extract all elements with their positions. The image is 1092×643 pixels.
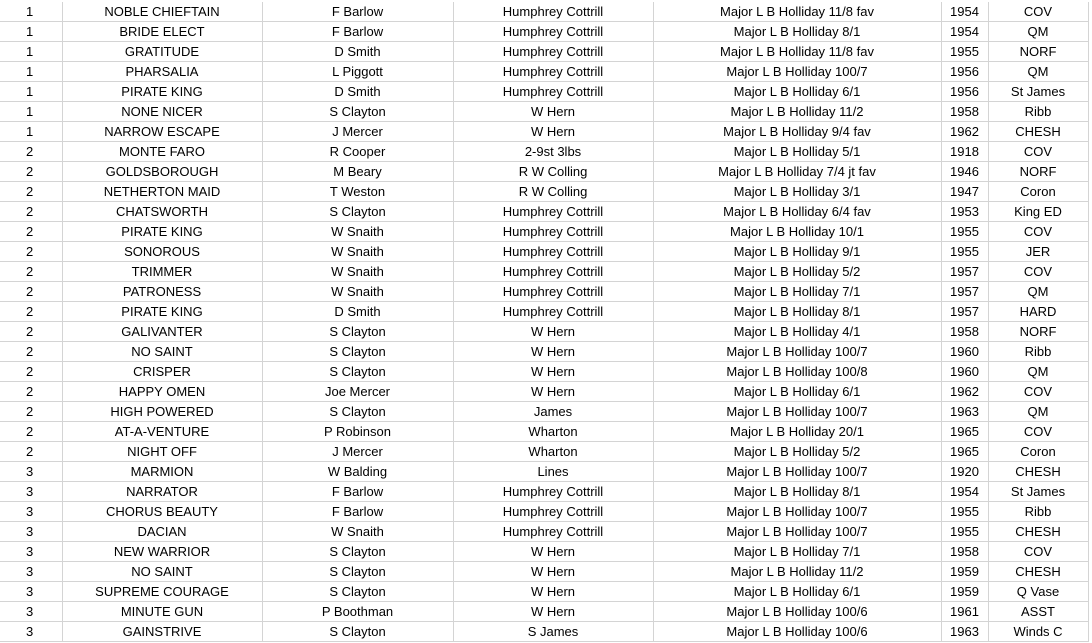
cell-trainer[interactable]: 2-9st 3lbs [453,142,653,162]
cell-race[interactable]: King ED [988,202,1088,222]
cell-race[interactable]: Q Vase [988,582,1088,602]
cell-place[interactable]: 2 [0,402,62,422]
cell-year[interactable]: 1959 [941,562,988,582]
table-row [0,262,1088,282]
cell-owner-odds[interactable]: Major L B Holliday 11/8 fav [653,2,941,22]
cell-trainer[interactable]: Humphrey Cottrill [453,222,653,242]
cell-year[interactable]: 1956 [941,62,988,82]
cell-race[interactable]: CHESH [988,562,1088,582]
cell-horse[interactable]: MONTE FARO [62,142,262,162]
cell-owner-odds[interactable]: Major L B Holliday 5/1 [653,142,941,162]
cell-race[interactable]: St James [988,82,1088,102]
cell-jockey[interactable]: S Clayton [262,582,453,602]
table-row [0,622,1088,642]
cell-place[interactable]: 2 [0,162,62,182]
cell-owner-odds[interactable]: Major L B Holliday 100/7 [653,62,941,82]
cell-year[interactable]: 1956 [941,82,988,102]
cell-jockey[interactable]: Joe Mercer [262,382,453,402]
spreadsheet-grid [0,2,1089,642]
cell-trainer[interactable]: Humphrey Cottrill [453,242,653,262]
cell-year[interactable]: 1963 [941,622,988,642]
cell-owner-odds[interactable]: Major L B Holliday 100/6 [653,602,941,622]
cell-jockey[interactable]: W Balding [262,462,453,482]
table-row [0,62,1088,82]
cell-horse[interactable]: GAINSTRIVE [62,622,262,642]
cell-year[interactable]: 1963 [941,402,988,422]
cell-year[interactable]: 1955 [941,242,988,262]
cell-jockey[interactable]: F Barlow [262,2,453,22]
cell-place[interactable]: 1 [0,102,62,122]
cell-race[interactable]: NORF [988,162,1088,182]
cell-owner-odds[interactable]: Major L B Holliday 6/4 fav [653,202,941,222]
table-row [0,442,1088,462]
cell-horse[interactable]: CHORUS BEAUTY [62,502,262,522]
cell-trainer[interactable]: Humphrey Cottrill [453,2,653,22]
cell-race[interactable]: CHESH [988,522,1088,542]
cell-race[interactable]: COV [988,222,1088,242]
cell-trainer[interactable]: Humphrey Cottrill [453,302,653,322]
cell-horse[interactable]: NEW WARRIOR [62,542,262,562]
cell-trainer[interactable]: W Hern [453,582,653,602]
cell-jockey[interactable]: P Robinson [262,422,453,442]
cell-race[interactable]: COV [988,382,1088,402]
cell-owner-odds[interactable]: Major L B Holliday 100/7 [653,522,941,542]
cell-year[interactable]: 1955 [941,42,988,62]
cell-horse[interactable]: SONOROUS [62,242,262,262]
table-row [0,582,1088,602]
cell-race[interactable]: CHESH [988,462,1088,482]
cell-jockey[interactable]: S Clayton [262,562,453,582]
cell-place[interactable]: 2 [0,362,62,382]
cell-race[interactable]: QM [988,362,1088,382]
cell-place[interactable]: 3 [0,502,62,522]
cell-race[interactable]: Winds C [988,622,1088,642]
table-row [0,602,1088,622]
cell-trainer[interactable]: R W Colling [453,162,653,182]
table-row [0,222,1088,242]
cell-owner-odds[interactable]: Major L B Holliday 11/2 [653,562,941,582]
cell-place[interactable]: 3 [0,602,62,622]
cell-race[interactable]: QM [988,282,1088,302]
cell-trainer[interactable]: Humphrey Cottrill [453,282,653,302]
cell-trainer[interactable]: W Hern [453,542,653,562]
cell-place[interactable]: 1 [0,2,62,22]
cell-place[interactable]: 1 [0,62,62,82]
cell-year[interactable]: 1954 [941,2,988,22]
cell-place[interactable]: 1 [0,82,62,102]
cell-owner-odds[interactable]: Major L B Holliday 6/1 [653,382,941,402]
cell-owner-odds[interactable]: Major L B Holliday 100/8 [653,362,941,382]
cell-place[interactable]: 2 [0,302,62,322]
table-row [0,82,1088,102]
table-row [0,342,1088,362]
cell-place[interactable]: 3 [0,522,62,542]
cell-race[interactable]: COV [988,262,1088,282]
cell-year[interactable]: 1946 [941,162,988,182]
cell-horse[interactable]: GOLDSBOROUGH [62,162,262,182]
cell-race[interactable]: Coron [988,442,1088,462]
cell-trainer[interactable]: Wharton [453,442,653,462]
cell-trainer[interactable]: Humphrey Cottrill [453,202,653,222]
cell-owner-odds[interactable]: Major L B Holliday 7/1 [653,542,941,562]
cell-owner-odds[interactable]: Major L B Holliday 100/7 [653,342,941,362]
cell-horse[interactable]: MINUTE GUN [62,602,262,622]
cell-trainer[interactable]: W Hern [453,122,653,142]
table-row [0,362,1088,382]
cell-trainer[interactable]: Humphrey Cottrill [453,42,653,62]
cell-jockey[interactable]: R Cooper [262,142,453,162]
table-row [0,562,1088,582]
cell-horse[interactable]: SUPREME COURAGE [62,582,262,602]
cell-place[interactable]: 2 [0,342,62,362]
cell-horse[interactable]: GRATITUDE [62,42,262,62]
grid-body [0,2,1088,642]
cell-race[interactable]: COV [988,142,1088,162]
cell-race[interactable]: Ribb [988,102,1088,122]
table-row [0,182,1088,202]
cell-year[interactable]: 1955 [941,502,988,522]
cell-owner-odds[interactable]: Major L B Holliday 7/4 jt fav [653,162,941,182]
cell-horse[interactable]: NO SAINT [62,342,262,362]
table-row [0,382,1088,402]
cell-race[interactable]: COV [988,2,1088,22]
cell-race[interactable]: St James [988,482,1088,502]
cell-race[interactable]: Coron [988,182,1088,202]
cell-place[interactable]: 1 [0,122,62,142]
cell-place[interactable]: 3 [0,622,62,642]
cell-horse[interactable]: GALIVANTER [62,322,262,342]
cell-jockey[interactable]: S Clayton [262,622,453,642]
cell-year[interactable]: 1957 [941,302,988,322]
cell-year[interactable]: 1957 [941,262,988,282]
cell-trainer[interactable]: Humphrey Cottrill [453,482,653,502]
cell-horse[interactable]: NETHERTON MAID [62,182,262,202]
table-row [0,282,1088,302]
cell-owner-odds[interactable]: Major L B Holliday 100/7 [653,462,941,482]
cell-place[interactable]: 2 [0,322,62,342]
cell-owner-odds[interactable]: Major L B Holliday 11/8 fav [653,42,941,62]
cell-horse[interactable]: PATRONESS [62,282,262,302]
cell-place[interactable]: 2 [0,262,62,282]
cell-race[interactable]: Ribb [988,502,1088,522]
cell-place[interactable]: 2 [0,422,62,442]
cell-race[interactable]: Ribb [988,342,1088,362]
table-row [0,142,1088,162]
cell-horse[interactable]: HIGH POWERED [62,402,262,422]
cell-owner-odds[interactable]: Major L B Holliday 4/1 [653,322,941,342]
cell-race[interactable]: COV [988,422,1088,442]
cell-race[interactable]: COV [988,542,1088,562]
cell-trainer[interactable]: Humphrey Cottrill [453,82,653,102]
cell-race[interactable]: NORF [988,322,1088,342]
cell-owner-odds[interactable]: Major L B Holliday 6/1 [653,582,941,602]
cell-horse[interactable]: NIGHT OFF [62,442,262,462]
cell-owner-odds[interactable]: Major L B Holliday 8/1 [653,22,941,42]
table-row [0,462,1088,482]
cell-owner-odds[interactable]: Major L B Holliday 100/7 [653,402,941,422]
cell-year[interactable]: 1958 [941,542,988,562]
cell-year[interactable]: 1953 [941,202,988,222]
cell-place[interactable]: 3 [0,462,62,482]
cell-horse[interactable]: HAPPY OMEN [62,382,262,402]
cell-trainer[interactable]: Humphrey Cottrill [453,502,653,522]
cell-jockey[interactable]: S Clayton [262,322,453,342]
cell-place[interactable]: 3 [0,582,62,602]
cell-horse[interactable]: NONE NICER [62,102,262,122]
cell-place[interactable]: 2 [0,442,62,462]
cell-trainer[interactable]: Wharton [453,422,653,442]
cell-year[interactable]: 1965 [941,442,988,462]
cell-owner-odds[interactable]: Major L B Holliday 5/2 [653,262,941,282]
table-row [0,402,1088,422]
cell-owner-odds[interactable]: Major L B Holliday 8/1 [653,302,941,322]
cell-horse[interactable]: MARMION [62,462,262,482]
cell-owner-odds[interactable]: Major L B Holliday 6/1 [653,82,941,102]
cell-jockey[interactable]: S Clayton [262,402,453,422]
table-row [0,22,1088,42]
cell-jockey[interactable]: S Clayton [262,102,453,122]
cell-owner-odds[interactable]: Major L B Holliday 100/6 [653,622,941,642]
cell-year[interactable]: 1918 [941,142,988,162]
cell-trainer[interactable]: R W Colling [453,182,653,202]
cell-place[interactable]: 1 [0,22,62,42]
cell-owner-odds[interactable]: Major L B Holliday 9/1 [653,242,941,262]
cell-horse[interactable]: PIRATE KING [62,222,262,242]
cell-horse[interactable]: AT-A-VENTURE [62,422,262,442]
cell-jockey[interactable]: W Snaith [262,282,453,302]
cell-jockey[interactable]: D Smith [262,42,453,62]
cell-trainer[interactable]: S James [453,622,653,642]
cell-year[interactable]: 1965 [941,422,988,442]
cell-jockey[interactable]: S Clayton [262,542,453,562]
cell-year[interactable]: 1960 [941,342,988,362]
cell-place[interactable]: 2 [0,222,62,242]
cell-jockey[interactable]: M Beary [262,162,453,182]
cell-trainer[interactable]: W Hern [453,362,653,382]
cell-trainer[interactable]: Humphrey Cottrill [453,22,653,42]
cell-place[interactable]: 2 [0,382,62,402]
cell-year[interactable]: 1954 [941,22,988,42]
table-row [0,422,1088,442]
cell-year[interactable]: 1959 [941,582,988,602]
cell-place[interactable]: 2 [0,182,62,202]
cell-owner-odds[interactable]: Major L B Holliday 7/1 [653,282,941,302]
cell-horse[interactable]: PIRATE KING [62,302,262,322]
cell-horse[interactable]: PHARSALIA [62,62,262,82]
table-row [0,42,1088,62]
cell-jockey[interactable]: F Barlow [262,482,453,502]
cell-owner-odds[interactable]: Major L B Holliday 10/1 [653,222,941,242]
cell-place[interactable]: 2 [0,142,62,162]
cell-horse[interactable]: TRIMMER [62,262,262,282]
cell-trainer[interactable]: W Hern [453,602,653,622]
table-row [0,502,1088,522]
cell-race[interactable]: ASST [988,602,1088,622]
cell-trainer[interactable]: Humphrey Cottrill [453,522,653,542]
cell-owner-odds[interactable]: Major L B Holliday 3/1 [653,182,941,202]
cell-jockey[interactable]: D Smith [262,302,453,322]
cell-jockey[interactable]: J Mercer [262,122,453,142]
cell-trainer[interactable]: W Hern [453,342,653,362]
cell-trainer[interactable]: Humphrey Cottrill [453,262,653,282]
table-row [0,202,1088,222]
table-row [0,522,1088,542]
cell-jockey[interactable]: F Barlow [262,22,453,42]
cell-jockey[interactable]: F Barlow [262,502,453,522]
cell-jockey[interactable]: W Snaith [262,262,453,282]
cell-horse[interactable]: PIRATE KING [62,82,262,102]
cell-place[interactable]: 2 [0,242,62,262]
cell-jockey[interactable]: W Snaith [262,242,453,262]
cell-year[interactable]: 1920 [941,462,988,482]
cell-owner-odds[interactable]: Major L B Holliday 8/1 [653,482,941,502]
cell-owner-odds[interactable]: Major L B Holliday 20/1 [653,422,941,442]
cell-race[interactable]: QM [988,22,1088,42]
cell-race[interactable]: CHESH [988,122,1088,142]
cell-race[interactable]: HARD [988,302,1088,322]
cell-trainer[interactable]: W Hern [453,382,653,402]
cell-race[interactable]: QM [988,402,1088,422]
cell-trainer[interactable]: W Hern [453,102,653,122]
cell-jockey[interactable]: S Clayton [262,362,453,382]
cell-horse[interactable]: CHATSWORTH [62,202,262,222]
cell-horse[interactable]: BRIDE ELECT [62,22,262,42]
cell-race[interactable]: NORF [988,42,1088,62]
cell-trainer[interactable]: W Hern [453,322,653,342]
cell-owner-odds[interactable]: Major L B Holliday 100/7 [653,502,941,522]
cell-year[interactable]: 1962 [941,382,988,402]
cell-trainer[interactable]: W Hern [453,562,653,582]
cell-trainer[interactable]: Lines [453,462,653,482]
cell-owner-odds[interactable]: Major L B Holliday 9/4 fav [653,122,941,142]
cell-horse[interactable]: DACIAN [62,522,262,542]
cell-year[interactable]: 1960 [941,362,988,382]
cell-horse[interactable]: NO SAINT [62,562,262,582]
cell-year[interactable]: 1958 [941,322,988,342]
cell-horse[interactable]: NOBLE CHIEFTAIN [62,2,262,22]
cell-place[interactable]: 3 [0,542,62,562]
cell-year[interactable]: 1957 [941,282,988,302]
cell-year[interactable]: 1961 [941,602,988,622]
cell-place[interactable]: 1 [0,42,62,62]
cell-jockey[interactable]: W Snaith [262,522,453,542]
table-row [0,322,1088,342]
cell-jockey[interactable]: P Boothman [262,602,453,622]
cell-place[interactable]: 2 [0,282,62,302]
table-row [0,162,1088,182]
cell-jockey[interactable]: S Clayton [262,202,453,222]
cell-place[interactable]: 3 [0,562,62,582]
cell-jockey[interactable]: S Clayton [262,342,453,362]
cell-owner-odds[interactable]: Major L B Holliday 5/2 [653,442,941,462]
table-row [0,542,1088,562]
cell-place[interactable]: 2 [0,202,62,222]
table-row [0,122,1088,142]
cell-jockey[interactable]: J Mercer [262,442,453,462]
cell-horse[interactable]: CRISPER [62,362,262,382]
cell-horse[interactable]: NARROW ESCAPE [62,122,262,142]
table-row [0,2,1088,22]
cell-year[interactable]: 1947 [941,182,988,202]
cell-place[interactable]: 3 [0,482,62,502]
cell-year[interactable]: 1955 [941,522,988,542]
cell-jockey[interactable]: W Snaith [262,222,453,242]
cell-year[interactable]: 1954 [941,482,988,502]
cell-race[interactable]: QM [988,62,1088,82]
cell-horse[interactable]: NARRATOR [62,482,262,502]
cell-jockey[interactable]: L Piggott [262,62,453,82]
cell-year[interactable]: 1962 [941,122,988,142]
table-row [0,102,1088,122]
table-row [0,302,1088,322]
cell-year[interactable]: 1958 [941,102,988,122]
cell-jockey[interactable]: T Weston [262,182,453,202]
cell-jockey[interactable]: D Smith [262,82,453,102]
table-row [0,482,1088,502]
cell-trainer[interactable]: Humphrey Cottrill [453,62,653,82]
cell-race[interactable]: JER [988,242,1088,262]
cell-year[interactable]: 1955 [941,222,988,242]
cell-trainer[interactable]: James [453,402,653,422]
table-row [0,242,1088,262]
cell-owner-odds[interactable]: Major L B Holliday 11/2 [653,102,941,122]
